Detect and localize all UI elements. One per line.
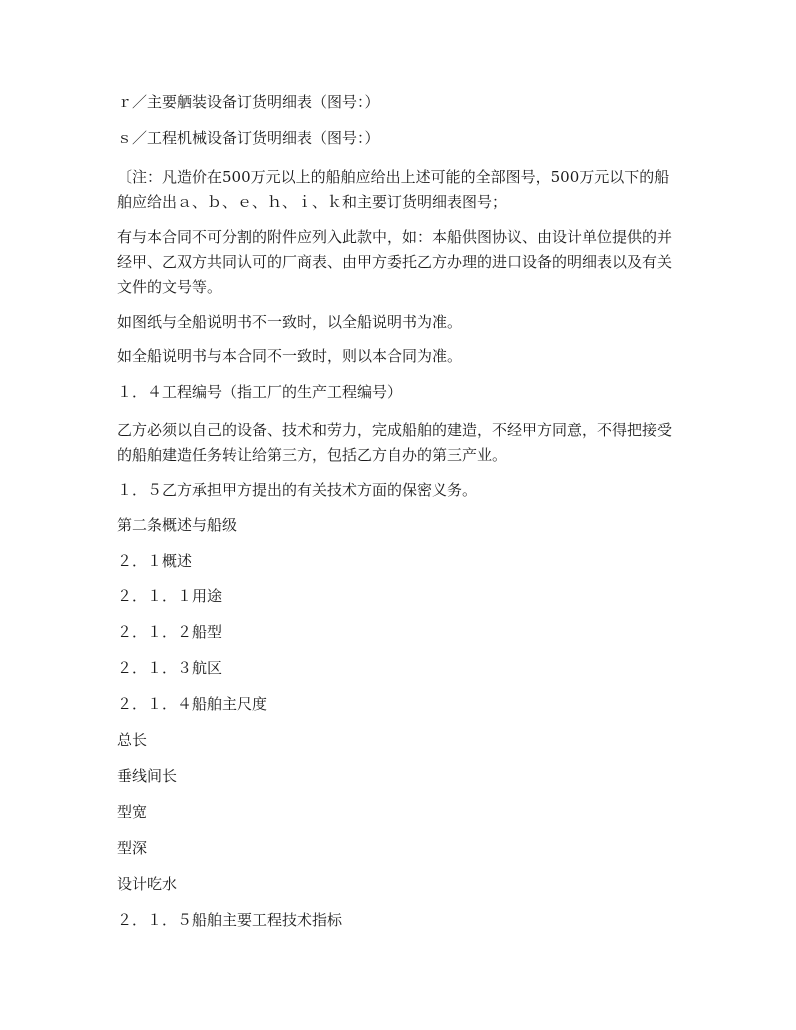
section-1-5-heading: １．５乙方承担甲方提出的有关技术方面的保密义务。 <box>117 481 478 499</box>
item-moulded-depth: 型深 <box>117 839 148 857</box>
paragraph-no-subcontracting: 乙方必须以自己的设备、技术和劳力，完成船舶的建造，不经甲方同意，不得把接受的船舶建造任务转让给第三方，包括乙方自办的第三产业。 <box>117 421 673 464</box>
section-2-1-1-heading: ２．１．１用途 <box>117 587 223 605</box>
article-2-heading: 第二条概述与船级 <box>117 516 238 534</box>
item-overall-length: 总长 <box>117 731 148 749</box>
paragraph-note: 〔注：凡造价在500万元以上的船舶应给出上述可能的全部图号，500万元以下的船舶应给出ａ、ｂ、ｅ、ｈ、ｉ、ｋ和主要订货明细表图号； <box>117 168 670 211</box>
item-moulded-breadth: 型宽 <box>117 803 148 821</box>
paragraph-attachment-r: ｒ／主要舾装设备订货明细表（图号：） <box>117 93 380 111</box>
item-design-draught: 设计吃水 <box>117 875 178 893</box>
paragraph-drawings-precedence: 如图纸与全船说明书不一致时，以全船说明书为准。 <box>117 313 463 331</box>
section-2-1-5-heading: ２．１．５船舶主要工程技术指标 <box>117 911 343 929</box>
section-2-1-heading: ２．１概述 <box>117 552 193 570</box>
paragraph-inseparable-attachments: 有与本合同不可分割的附件应列入此款中，如：本船供图协议、由设计单位提供的并经甲、乙双方共同认可的厂商表、由甲方委托乙方办理的进口设备的明细表以及有关文件的文号等。 <box>117 228 673 296</box>
item-length-between-perpendiculars: 垂线间长 <box>117 767 178 785</box>
paragraph-attachment-s: ｓ／工程机械设备订货明细表（图号：） <box>117 129 380 147</box>
section-2-1-3-heading: ２．１．３航区 <box>117 659 223 677</box>
section-2-1-4-heading: ２．１．４船舶主尺度 <box>117 695 268 713</box>
paragraph-contract-precedence: 如全船说明书与本合同不一致时，则以本合同为准。 <box>117 347 463 365</box>
section-1-4-heading: １．４工程编号（指工厂的生产工程编号） <box>117 383 403 401</box>
section-2-1-2-heading: ２．１．２船型 <box>117 623 223 641</box>
